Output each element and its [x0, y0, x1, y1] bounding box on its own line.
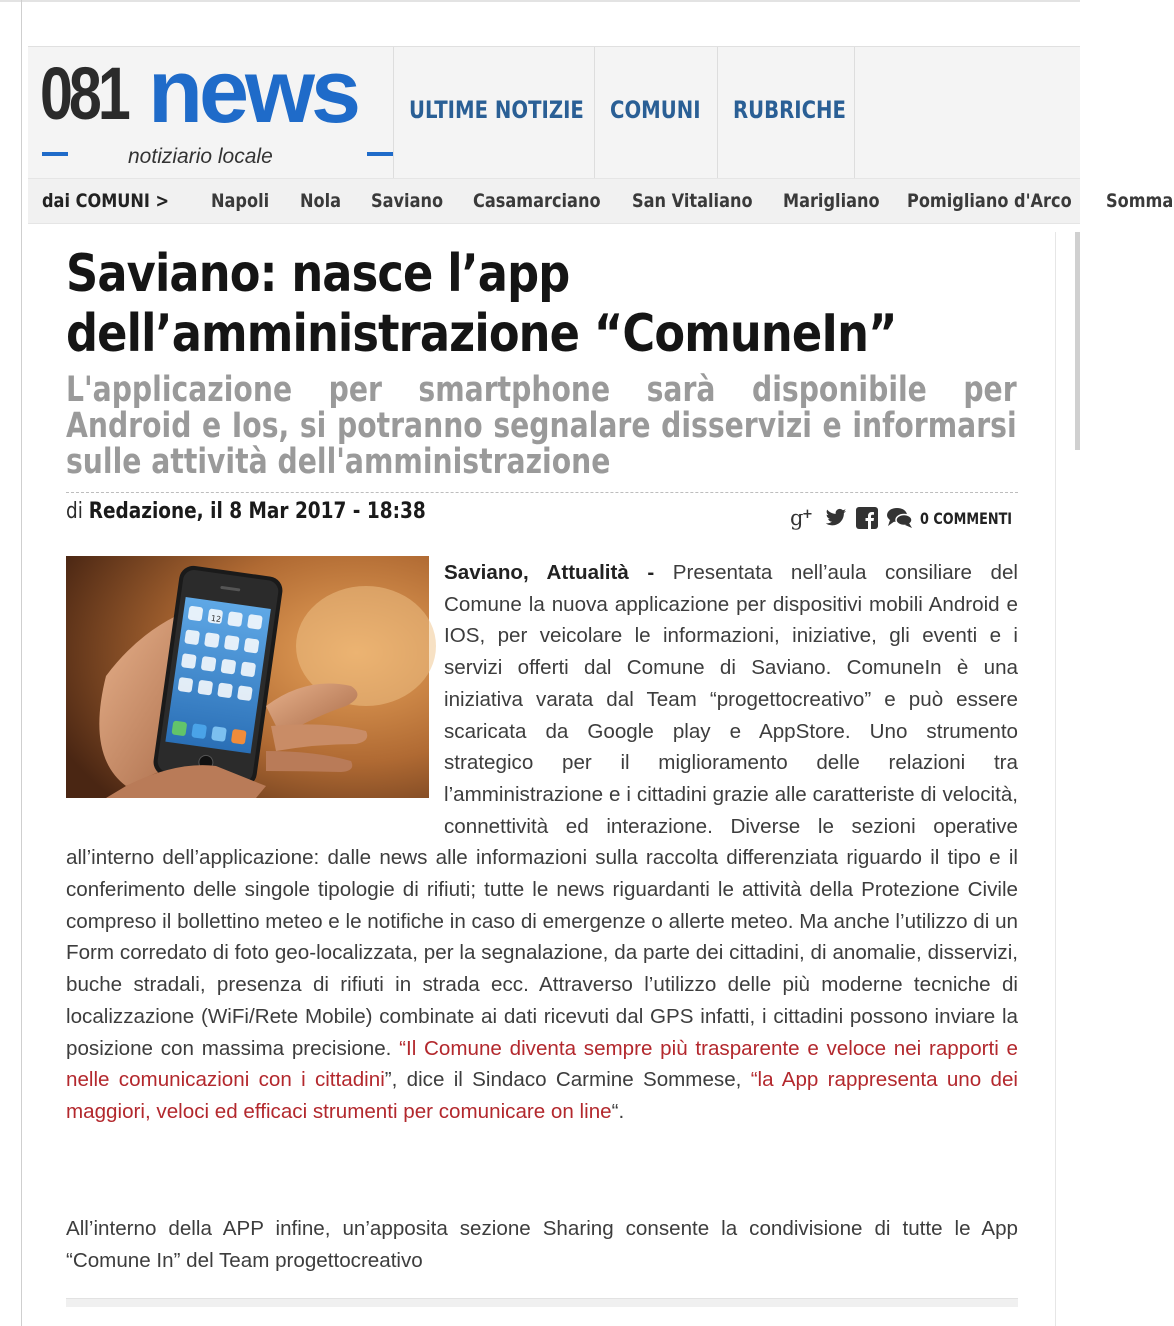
- article-body-paragraph-1: [66, 557, 1018, 1128]
- subnav-item-casamarciano[interactable]: Casamarciano: [473, 190, 601, 212]
- svg-text:+: +: [802, 507, 813, 522]
- subnav-item-nola[interactable]: Nola: [299, 190, 341, 212]
- article-body-paragraph-2: All’interno della APP infine, un’apposita sezione Sharing consente la condivisione di tutte le App “Comune In” del Team progettocreativo: [66, 1217, 1018, 1272]
- byline-divider: [66, 492, 1018, 493]
- logo-word: news: [148, 42, 358, 142]
- logo-digits: 081: [40, 52, 127, 135]
- paragraph-text-end: “.: [611, 1099, 625, 1123]
- comuni-subnav: [28, 178, 1174, 224]
- subnav-item-saviano[interactable]: Saviano: [371, 190, 444, 212]
- paragraph-text-sindaco: ”, dice il Sindaco Carmine Sommese,: [384, 1068, 751, 1092]
- nav-comuni[interactable]: [594, 47, 717, 179]
- photo-wrap-space: [66, 557, 444, 842]
- phone-calendar-day: 12: [210, 613, 222, 625]
- quote-app: “la App rappresenta uno dei maggiori, veloci ed efficaci strumenti per comunicare on line: [66, 1068, 1018, 1123]
- subnav-item-marigliano[interactable]: Marigliano: [782, 190, 880, 212]
- share-bar: [790, 504, 1035, 532]
- subnav-item-somma[interactable]: Somma: [1106, 190, 1174, 212]
- logo-left-dash: [42, 152, 68, 156]
- page-left-border: [21, 0, 22, 1326]
- article-footer-bar: [66, 1298, 1018, 1307]
- article-dateline: Saviano, Attualità -: [444, 561, 655, 584]
- nav-label: COMUNI: [610, 96, 701, 124]
- comments-icon[interactable]: [887, 507, 913, 529]
- nav-rubriche[interactable]: [717, 47, 855, 179]
- main-navigation: [393, 47, 855, 179]
- article-title: Saviano: nasce l’app dell’amministrazione “ComuneIn”: [66, 244, 897, 364]
- sidebar-divider: [1055, 232, 1056, 1326]
- comments-count-link[interactable]: 0 COMMENTI: [920, 508, 1013, 528]
- logo-right-dash: [367, 152, 393, 156]
- byline-prefix: di: [66, 499, 83, 524]
- subnav-item-napoli[interactable]: Napoli: [210, 190, 269, 212]
- subnav-item-pomigliano[interactable]: Pomigliano d'Arco: [906, 190, 1072, 212]
- google-plus-icon[interactable]: [790, 506, 816, 530]
- svg-text:g: g: [790, 506, 804, 530]
- quote-comune: “Il Comune diventa sempre più trasparente e veloce nei rapporti e nelle comunicazioni con i cittadini: [66, 1036, 1019, 1092]
- paragraph-text: Presentata nell’aula consiliare del Comune la nuova applicazione per dispositivi mobili Android e IOS, per veicolare le informazioni, iniziative, gli eventi e i servizi offerti dal Comune di Saviano. ComuneIn è una iniziativa varata dal Team “progettocreativo” e può essere scaricata da Google play e AppStore. Uno strumento strategico per il miglioramento delle relazioni tra l’amministrazione e i cittadini grazie alle caratteriste di velocità, connettività ed interazione. Diverse le sezioni operative all’interno dell’applicazione: dalle news alle informazioni sulla raccolta differenziata riguardo il tipo e il conferimento delle singole tipologie di rifiuti; tutte le news riguardanti le attività della Protezione Civile compreso il bollettino meteo e le notifiche in caso di emergenze o allerte meteo. Ma anche l’utilizzo di un Form corredato di foto geo-localizzata, per la segnalazione, da parte dei cittadini, di anomalie, disservizi, buche stradali, presenza di rifiuti in strada ecc. Attraverso l’utilizzo delle più moderne tecniche di localizzazione (WiFi/Rete Mobile) combinate ai dati ricevuti dal GPS infatti, i cittadini possono inviare la posizione con massima precisione.: [66, 561, 1018, 1060]
- nav-label: ULTIME NOTIZIE: [409, 96, 584, 124]
- author-link[interactable]: Redazione: [88, 499, 197, 524]
- nav-label: RUBRICHE: [733, 96, 846, 124]
- site-logo[interactable]: [40, 42, 385, 173]
- nav-ultime-notizie[interactable]: [393, 47, 594, 179]
- article-subtitle: L'applicazione per smartphone sarà disponibile per Android e Ios, si potranno segnalare disservizi e informarsi sulle attività dell'amministrazione: [66, 370, 1017, 482]
- subnav-item-san-vitaliano[interactable]: San Vitaliano: [632, 190, 753, 212]
- window-top-edge: [0, 0, 1080, 2]
- twitter-icon[interactable]: [825, 508, 847, 528]
- facebook-icon[interactable]: [856, 507, 878, 529]
- subnav-lead[interactable]: dai COMUNI >: [42, 190, 170, 212]
- publish-date: , il 8 Mar 2017 - 18:38: [196, 499, 426, 524]
- site-header: [28, 42, 1080, 179]
- article-byline: [66, 499, 426, 524]
- scrollbar-thumb[interactable]: [1075, 232, 1080, 450]
- logo-tagline: notiziario locale: [128, 145, 273, 168]
